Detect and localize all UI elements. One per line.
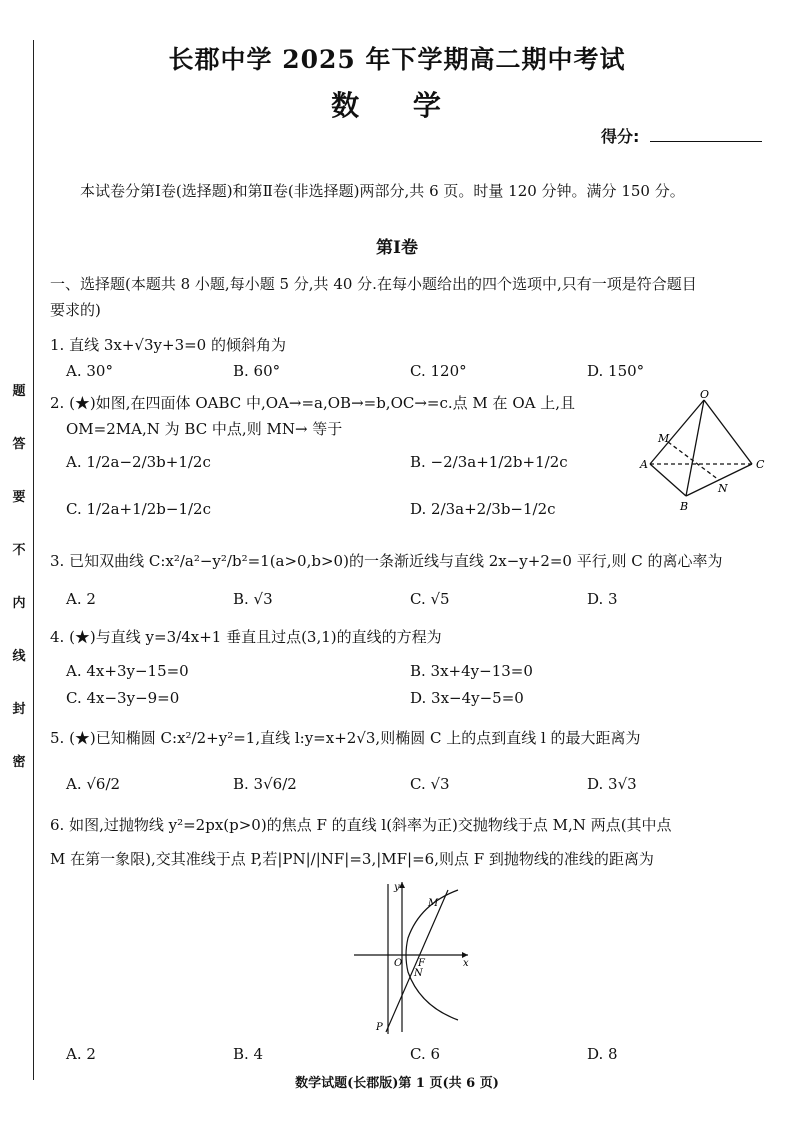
- q1-option-b: B. 60°: [233, 362, 281, 380]
- binding-margin-line: [33, 40, 34, 1080]
- fig2-label-o: O: [700, 388, 710, 401]
- question-6-line2: M 在第一象限),交其准线于点 P,若|PN|/|NF|=3,|MF|=6,则点 F 到抛物线的准线的距离为: [50, 850, 654, 868]
- fig6-label-x: x: [463, 958, 469, 969]
- question-1: 1. 直线 3x+√3y+3=0 的倾斜角为: [50, 336, 286, 354]
- fig2-label-b: B: [680, 500, 689, 513]
- fig6-label-f: F: [418, 958, 425, 969]
- q3-option-b: B. √3: [233, 590, 273, 608]
- fig6-label-o: O: [394, 958, 403, 969]
- q4-option-b: B. 3x+4y−13=0: [410, 662, 533, 680]
- fig6-label-n: N: [414, 968, 423, 979]
- q1-option-d: D. 150°: [587, 362, 645, 380]
- score-label: 得分:: [601, 127, 640, 146]
- q6-option-c: C. 6: [410, 1045, 441, 1063]
- fig2-label-a: A: [640, 458, 648, 471]
- q4-option-c: C. 4x−3y−9=0: [66, 689, 180, 707]
- q5-option-a: A. √6/2: [66, 775, 121, 793]
- q5-option-c: C. √3: [410, 775, 450, 793]
- fig2-label-c: C: [756, 458, 765, 471]
- part-title: 第Ⅰ卷: [376, 238, 418, 258]
- fig6-label-p: P: [376, 1022, 383, 1033]
- q5-option-b: B. 3√6/2: [233, 775, 297, 793]
- intro-text: 本试卷分第Ⅰ卷(选择题)和第Ⅱ卷(非选择题)两部分,共 6 页。时量 120 分钟。满分 150 分。: [80, 182, 685, 200]
- question-4: 4. (★)与直线 y=3/4x+1 垂直且过点(3,1)的直线的方程为: [50, 628, 442, 646]
- q2-option-b: B. −2/3a+1/2b+1/2c: [410, 453, 568, 471]
- section-heading: 一、选择题(本题共 8 小题,每小题 5 分,共 40 分.在每小题给出的四个选项中,只有一项是符合题目 要求的): [50, 275, 697, 319]
- seal-line-notice: 题 答 要 不 内 线 封 密: [12, 384, 26, 770]
- q2-option-c: C. 1/2a+1/2b−1/2c: [66, 500, 211, 518]
- exam-title: 长郡中学 2025 年下学期高二期中考试: [168, 45, 626, 74]
- q6-option-b: B. 4: [233, 1045, 264, 1063]
- score-blank: [650, 141, 762, 142]
- question-2-line1: 2. (★)如图,在四面体 OABC 中,OA→=a,OB→=b,OC→=c.点 M 在 OA 上,且: [50, 394, 575, 412]
- fig2-label-m: M: [658, 432, 670, 445]
- q4-option-a: A. 4x+3y−15=0: [66, 662, 189, 680]
- q2-option-a: A. 1/2a−2/3b+1/2c: [66, 453, 211, 471]
- question-5: 5. (★)已知椭圆 C:x²/2+y²=1,直线 l:y=x+2√3,则椭圆 C 上的点到直线 l 的最大距离为: [50, 729, 641, 747]
- tetrahedron-figure: [638, 388, 778, 516]
- q6-option-d: D. 8: [587, 1045, 618, 1063]
- q3-option-a: A. 2: [66, 590, 96, 608]
- page-footer: 数学试题(长郡版)第 1 页(共 6 页): [295, 1076, 499, 1091]
- question-6-line1: 6. 如图,过抛物线 y²=2px(p>0)的焦点 F 的直线 l(斜率为正)交抛物线于点 M,N 两点(其中点: [50, 816, 672, 834]
- subject-title: 数 学: [331, 89, 463, 122]
- parabola-figure: [350, 878, 475, 1038]
- fig6-label-m: M: [428, 898, 439, 909]
- q3-option-d: D. 3: [587, 590, 618, 608]
- q6-option-a: A. 2: [66, 1045, 96, 1063]
- q2-option-d: D. 2/3a+2/3b−1/2c: [410, 500, 556, 518]
- q1-option-c: C. 120°: [410, 362, 467, 380]
- fig6-label-y: y: [394, 882, 400, 893]
- q5-option-d: D. 3√3: [587, 775, 637, 793]
- question-2-line2: OM=2MA,N 为 BC 中点,则 MN→ 等于: [66, 420, 343, 438]
- q4-option-d: D. 3x−4y−5=0: [410, 689, 524, 707]
- q1-option-a: A. 30°: [66, 362, 113, 380]
- q3-option-c: C. √5: [410, 590, 450, 608]
- fig2-label-n: N: [718, 482, 728, 495]
- question-3: 3. 已知双曲线 C:x²/a²−y²/b²=1(a>0,b>0)的一条渐近线与直线 2x−y+2=0 平行,则 C 的离心率为: [50, 552, 723, 570]
